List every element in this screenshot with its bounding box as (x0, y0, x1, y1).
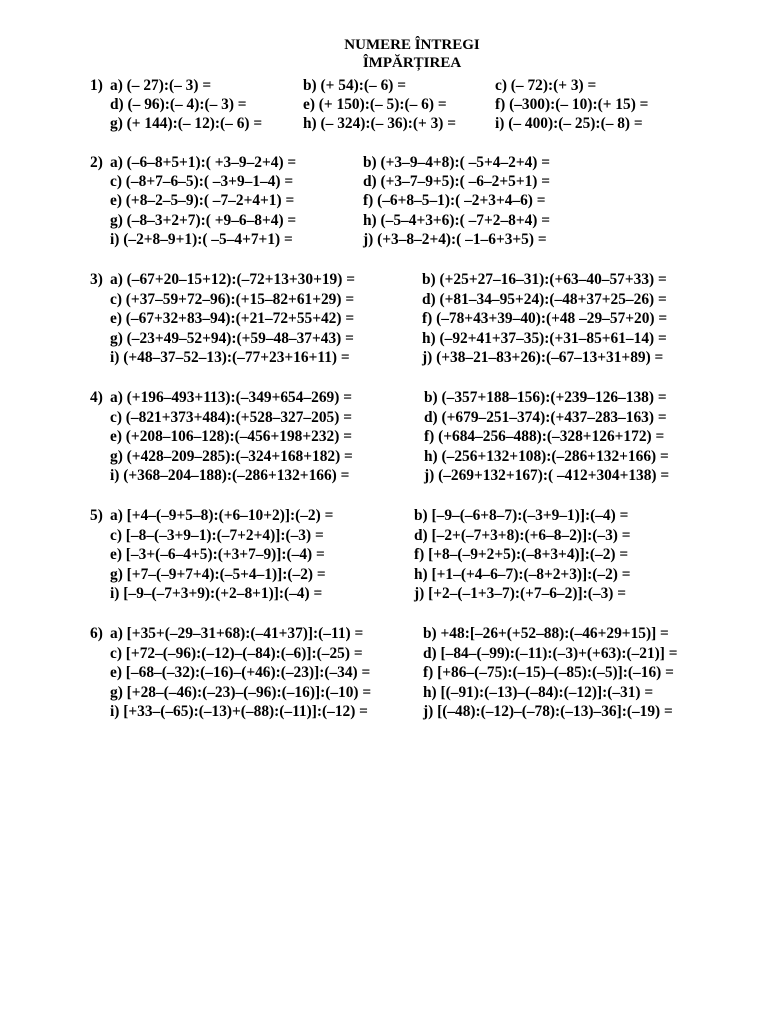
exercise-item: b) (+25+27–16–31):(+63–40–57+33) = (422, 271, 667, 288)
exercise-row (0, 76, 768, 95)
exercise-item: d) (+3–7–9+5):( –6–2+5+1) = (363, 173, 551, 191)
exercise-item: i) (–2+8–9+1):( –5–4+7+1) = (110, 230, 293, 248)
exercise-item: i) [–9–(–7+3+9):(+2–8+1)]:(–4) = (110, 585, 323, 602)
exercise-row (0, 191, 768, 210)
exercise-row (0, 172, 768, 191)
exercise-item: h) [(–91):(–13)–(–84):(–12)]:(–31) = (423, 683, 654, 701)
exercise-item: c) (–8+7–6–5):( –3+9–1–4) = (110, 173, 294, 191)
exercise-row (0, 153, 768, 172)
exercise-row (0, 95, 768, 114)
exercise-row (0, 663, 768, 682)
exercise-row (0, 290, 768, 309)
exercise-number: 6) (90, 625, 103, 642)
exercise-item: c) (+37–59+72–96):(+15–82+61+29) = (110, 290, 355, 308)
exercise-item: g) (+428–209–285):(–324+168+182) = (110, 447, 353, 465)
exercise-item: e) (–67+32+83–94):(+21–72+55+42) = (110, 310, 355, 327)
exercise-row (0, 388, 768, 407)
exercise-row (0, 230, 768, 249)
exercise-row (0, 408, 768, 427)
exercise-item: f) (–78+43+39–40):(+48 –29–57+20) = (422, 310, 668, 327)
exercise-item: b) (–357+188–156):(+239–126–138) = (424, 389, 667, 406)
exercise-item: i) (– 400):(– 25):(– 8) = (495, 115, 643, 133)
exercise-item: f) (+684–256–488):(–328+126+172) = (424, 428, 665, 445)
exercise-number: 4) (90, 389, 103, 406)
exercise-item: f) [+86–(–75):(–15)–(–85):(–5)]:(–16) = (423, 664, 674, 681)
exercise-item: g) [+7–(–9+7+4):(–5+4–1)]:(–2) = (110, 565, 326, 583)
exercise-item: a) [+35+(–29–31+68):(–41+37)]:(–11) = (110, 625, 364, 642)
exercise-item: e) (+ 150):(– 5):(– 6) = (303, 96, 447, 114)
exercise-item: h) [+1–(+4–6–7):(–8+2+3)]:(–2) = (414, 565, 631, 583)
exercise-item: f) [+8–(–9+2+5):(–8+3+4)]:(–2) = (414, 546, 629, 563)
title-line-1: NUMERE ÎNTREGI (344, 37, 480, 53)
exercise-row (0, 565, 768, 584)
exercise-item: h) (–5–4+3+6):( –7+2–8+4) = (363, 211, 551, 229)
exercise-item: j) (+38–21–83+26):(–67–13+31+89) = (422, 349, 664, 366)
exercise-row (0, 309, 768, 328)
exercise-row (0, 114, 768, 133)
exercise-item: i) [+33–(–65):(–13)+(–88):(–11)]:(–12) = (110, 703, 368, 720)
exercise-row (0, 545, 768, 564)
exercise-item: c) [+72–(–96):(–12)–(–84):(–6)]:(–25) = (110, 644, 363, 662)
exercise-item: d) [–2+(–7+3+8):(+6–8–2)]:(–3) = (414, 526, 631, 544)
exercise-item: g) (–8–3+2+7):( +9–6–8+4) = (110, 211, 297, 229)
exercise-item: a) (+196–493+113):(–349+654–269) = (110, 389, 352, 406)
exercise-item: e) [–3+(–6–4+5):(+3+7–9)]:(–4) = (110, 546, 325, 563)
exercise-row (0, 270, 768, 289)
exercise-item: e) (+8–2–5–9):( –7–2+4+1) = (110, 192, 295, 210)
exercise-number: 2) (90, 154, 103, 171)
exercise-item: e) (+208–106–128):(–456+198+232) = (110, 428, 352, 445)
exercise-item: g) (+ 144):(– 12):(– 6) = (110, 115, 263, 133)
exercise-number: 5) (90, 507, 103, 524)
exercise-number: 3) (90, 271, 103, 288)
exercise-item: d) (– 96):(– 4):(– 3) = (110, 96, 247, 114)
exercise-item: i) (+48–37–52–13):(–77+23+16+11) = (110, 349, 350, 366)
exercise-item: a) (–67+20–15+12):(–72+13+30+19) = (110, 271, 355, 288)
exercise-item: d) [–84–(–99):(–11):(–3)+(+63):(–21)] = (423, 644, 678, 662)
exercise-item: a) (–6–8+5+1):( +3–9–2+4) = (110, 154, 297, 171)
exercise-item: b) (+3–9–4+8):( –5+4–2+4) = (363, 154, 551, 171)
exercise-item: f) (–300):(– 10):(+ 15) = (495, 96, 649, 114)
exercise-item: h) (–256+132+108):(–286+132+166) = (424, 447, 669, 465)
exercise-row (0, 447, 768, 466)
exercise-item: d) (+679–251–374):(+437–283–163) = (424, 408, 667, 426)
exercise-item: c) [–8–(–3+9–1):(–7+2+4)]:(–3) = (110, 526, 324, 544)
exercise-row (0, 526, 768, 545)
exercise-item: b) +48:[–26+(+52–88):(–46+29+15)] = (423, 625, 669, 642)
exercise-item: b) (+ 54):(– 6) = (303, 77, 407, 94)
exercise-row (0, 211, 768, 230)
exercise-row (0, 466, 768, 485)
exercise-row (0, 584, 768, 603)
exercise-item: j) [(–48):(–12)–(–78):(–13)–36]:(–19) = (423, 703, 673, 720)
exercise-row (0, 506, 768, 525)
exercise-item: j) [+2–(–1+3–7):(+7–6–2)]:(–3) = (414, 585, 627, 602)
exercise-row (0, 644, 768, 663)
title-line-2: ÎMPĂRȚIREA (362, 55, 462, 71)
exercise-item: c) (–821+373+484):(+528–327–205) = (110, 408, 352, 426)
exercise-row (0, 329, 768, 348)
exercise-item: h) (–92+41+37–35):(+31–85+61–14) = (422, 329, 667, 347)
exercise-row (0, 624, 768, 643)
exercise-row (0, 348, 768, 367)
exercise-item: a) (– 27):(– 3) = (110, 77, 212, 94)
exercise-item: a) [+4–(–9+5–8):(+6–10+2)]:(–2) = (110, 507, 334, 524)
exercise-row (0, 702, 768, 721)
exercise-item: e) [–68–(–32):(–16)–(+46):(–23)]:(–34) = (110, 664, 371, 681)
exercise-row (0, 427, 768, 446)
exercise-item: i) (+368–204–188):(–286+132+166) = (110, 467, 350, 484)
exercise-item: d) (+81–34–95+24):(–48+37+25–26) = (422, 290, 667, 308)
exercise-item: b) [–9–(–6+8–7):(–3+9–1)]:(–4) = (414, 507, 629, 524)
exercise-number: 1) (90, 77, 103, 94)
exercise-row (0, 683, 768, 702)
exercise-item: j) (–269+132+167):( –412+304+138) = (424, 467, 670, 484)
exercise-item: j) (+3–8–2+4):( –1–6+3+5) = (363, 230, 547, 248)
exercise-item: g) (–23+49–52+94):(+59–48–37+43) = (110, 329, 354, 347)
exercise-item: h) (– 324):(– 36):(+ 3) = (303, 115, 457, 133)
exercise-item: f) (–6+8–5–1):( –2+3+4–6) = (363, 192, 546, 210)
exercise-item: c) (– 72):(+ 3) = (495, 77, 597, 94)
exercise-item: g) [+28–(–46):(–23)–(–96):(–16)]:(–10) = (110, 683, 372, 701)
